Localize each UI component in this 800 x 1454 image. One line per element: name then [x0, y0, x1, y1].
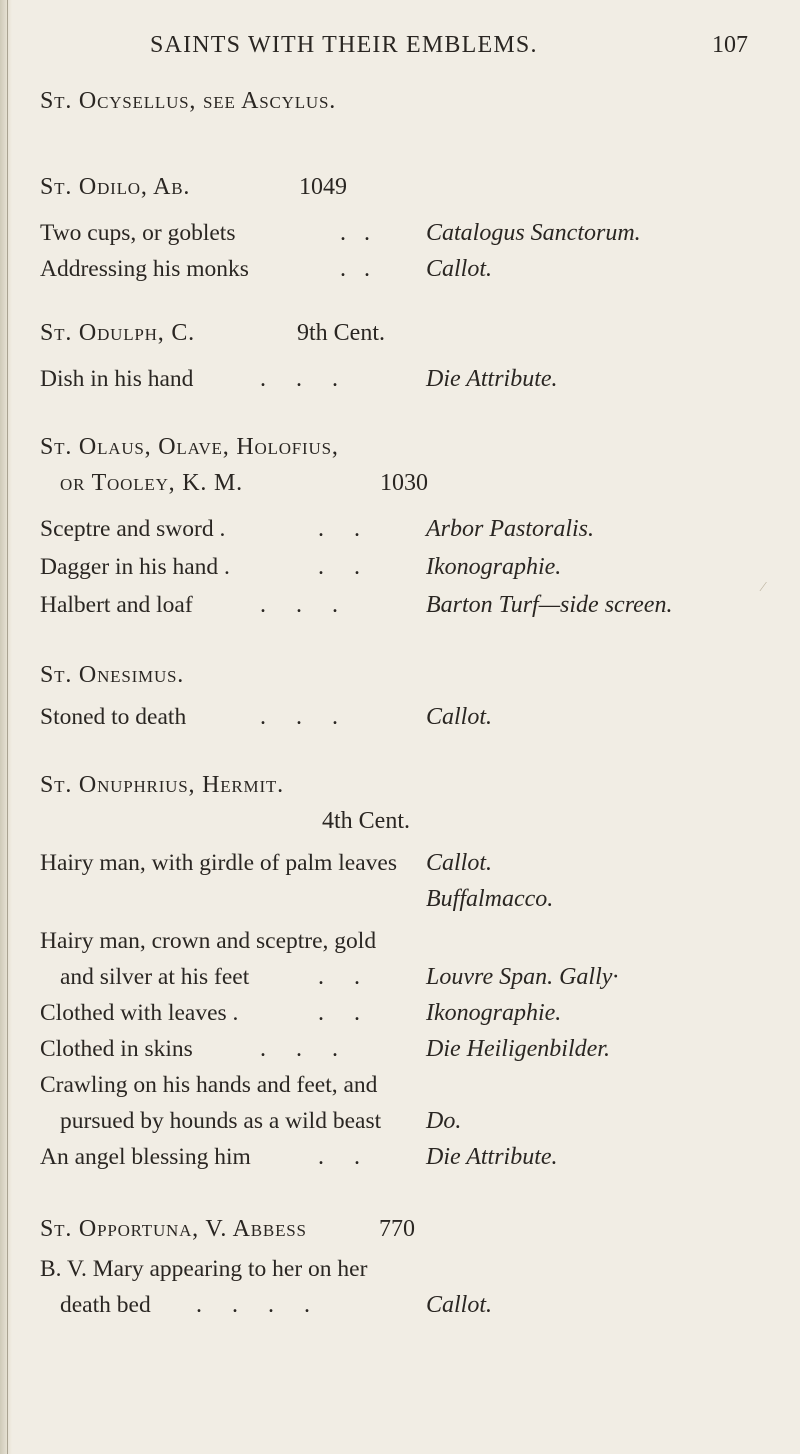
- entry-date-olaus: 1030: [380, 470, 428, 496]
- leader-dots: . .: [340, 256, 370, 282]
- emblem-source: Buffalmacco.: [426, 886, 554, 912]
- emblem-desc: Clothed with leaves .: [40, 1000, 239, 1026]
- emblem-desc: Dish in his hand: [40, 366, 194, 392]
- emblem-desc: Crawling on his hands and feet, and: [40, 1072, 378, 1098]
- entry-title-onuphrius: St. Onuphrius, Hermit.: [40, 772, 284, 798]
- entry-title-olaus: St. Olaus, Olave, Holofius,: [40, 434, 339, 460]
- emblem-desc: pursued by hounds as a wild beast: [60, 1108, 382, 1134]
- leader-dots: . . .: [260, 1036, 338, 1062]
- entry-title-olaus-cont: or Tooley, K. M.: [60, 470, 243, 496]
- emblem-source: Callot.: [426, 850, 493, 876]
- emblem-source: Do.: [426, 1108, 462, 1134]
- emblem-desc: Addressing his monks: [40, 256, 249, 282]
- emblem-source: Die Attribute.: [426, 1144, 558, 1170]
- emblem-desc: Hairy man, with girdle of palm leaves: [40, 850, 397, 876]
- emblem-desc: An angel blessing him: [40, 1144, 251, 1170]
- emblem-source: Ikonographie.: [426, 1000, 562, 1026]
- entry-title-odulph: St. Odulph, C.: [40, 320, 195, 346]
- emblem-source: Callot.: [426, 704, 493, 730]
- emblem-source: Callot.: [426, 256, 493, 282]
- leader-dots: . .: [340, 220, 370, 246]
- leader-dots: . . .: [260, 704, 338, 730]
- leader-dots: . . .: [260, 366, 338, 392]
- emblem-source: Ikonographie.: [426, 554, 562, 580]
- emblem-desc: B. V. Mary appearing to her on her: [40, 1256, 368, 1282]
- entry-date-odulph: 9th Cent.: [297, 320, 385, 346]
- emblem-source: Louvre Span. Gally·: [426, 964, 619, 990]
- emblem-desc: Sceptre and sword .: [40, 516, 226, 542]
- entry-title-ocysellus: St. Ocysellus, see Ascylus.: [40, 88, 337, 114]
- emblem-source: Die Heiligenbilder.: [426, 1036, 610, 1062]
- leader-dots: . . . .: [196, 1292, 310, 1318]
- leader-dots: . . .: [260, 592, 338, 618]
- emblem-desc: Hairy man, crown and sceptre, gold: [40, 928, 377, 954]
- emblem-source: Callot.: [426, 1292, 493, 1318]
- page-number: 107: [712, 32, 748, 58]
- emblem-source: Arbor Pastoralis.: [426, 516, 595, 542]
- entry-date-odilo: 1049: [299, 174, 347, 200]
- stray-mark: ⁄: [762, 580, 765, 595]
- emblem-desc: Clothed in skins: [40, 1036, 193, 1062]
- page-binding-edge: [0, 0, 12, 1454]
- emblem-source: Die Attribute.: [426, 366, 558, 392]
- leader-dots: . .: [318, 964, 360, 990]
- entry-title-odilo: St. Odilo, Ab.: [40, 174, 191, 200]
- entry-title-onesimus: St. Onesimus.: [40, 662, 185, 688]
- leader-dots: . .: [318, 516, 360, 542]
- emblem-desc: Two cups, or goblets: [40, 220, 236, 246]
- leader-dots: . .: [318, 554, 360, 580]
- emblem-desc: Dagger in his hand .: [40, 554, 230, 580]
- emblem-desc: death bed: [60, 1292, 151, 1318]
- entry-title-opportuna: St. Opportuna, V. Abbess: [40, 1216, 307, 1242]
- entry-date-opportuna: 770: [379, 1216, 415, 1242]
- running-title: SAINTS WITH THEIR EMBLEMS.: [150, 32, 538, 58]
- emblem-desc: Stoned to death: [40, 704, 187, 730]
- emblem-desc: Halbert and loaf: [40, 592, 193, 618]
- entry-date-onuphrius: 4th Cent.: [322, 808, 410, 834]
- emblem-source: Barton Turf—side screen.: [426, 592, 673, 618]
- emblem-desc: and silver at his feet: [60, 964, 250, 990]
- leader-dots: . .: [318, 1144, 360, 1170]
- leader-dots: . .: [318, 1000, 360, 1026]
- emblem-source: Catalogus Sanctorum.: [426, 220, 641, 246]
